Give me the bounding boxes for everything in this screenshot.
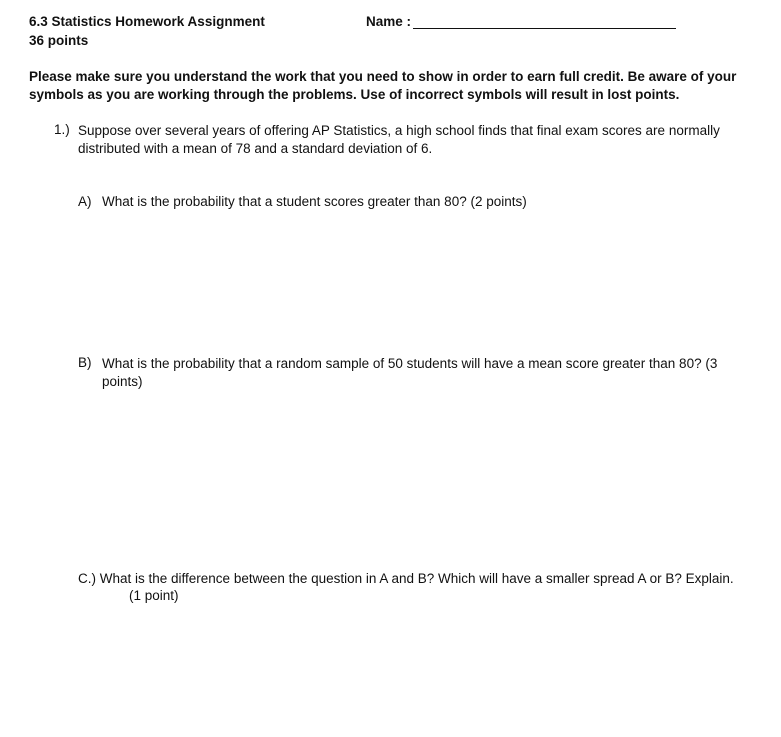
name-label: Name : (366, 14, 412, 29)
assignment-title: 6.3 Statistics Homework Assignment (29, 14, 265, 29)
total-points: 36 points (29, 33, 89, 48)
part-b-text: What is the probability that a random sample of 50 students will have a mean score greater than 80? (3 points) (102, 356, 718, 389)
part-a-label: A) (78, 194, 92, 209)
question-1-text: Suppose over several years of offering AP Statistics, a high school finds that final exam scores are normally distributed with a mean of 78 and a standard deviation of 6. (78, 123, 720, 156)
part-c-points: (1 point) (129, 588, 179, 603)
part-a-text: What is the probability that a student scores greater than 80? (2 points) (102, 194, 527, 209)
name-blank-line (413, 28, 676, 29)
part-c-text: C.) What is the difference between the question in A and B? Which will have a smaller spread A or B? Explain. (78, 571, 734, 586)
part-b-label: B) (78, 355, 92, 370)
question-1-number: 1.) (54, 122, 70, 137)
instructions-paragraph: Please make sure you understand the work that you need to show in order to earn full credit. Be aware of your symbols as you are working through the problems. Use of incorrect symbols will result in lost points. (29, 69, 737, 102)
